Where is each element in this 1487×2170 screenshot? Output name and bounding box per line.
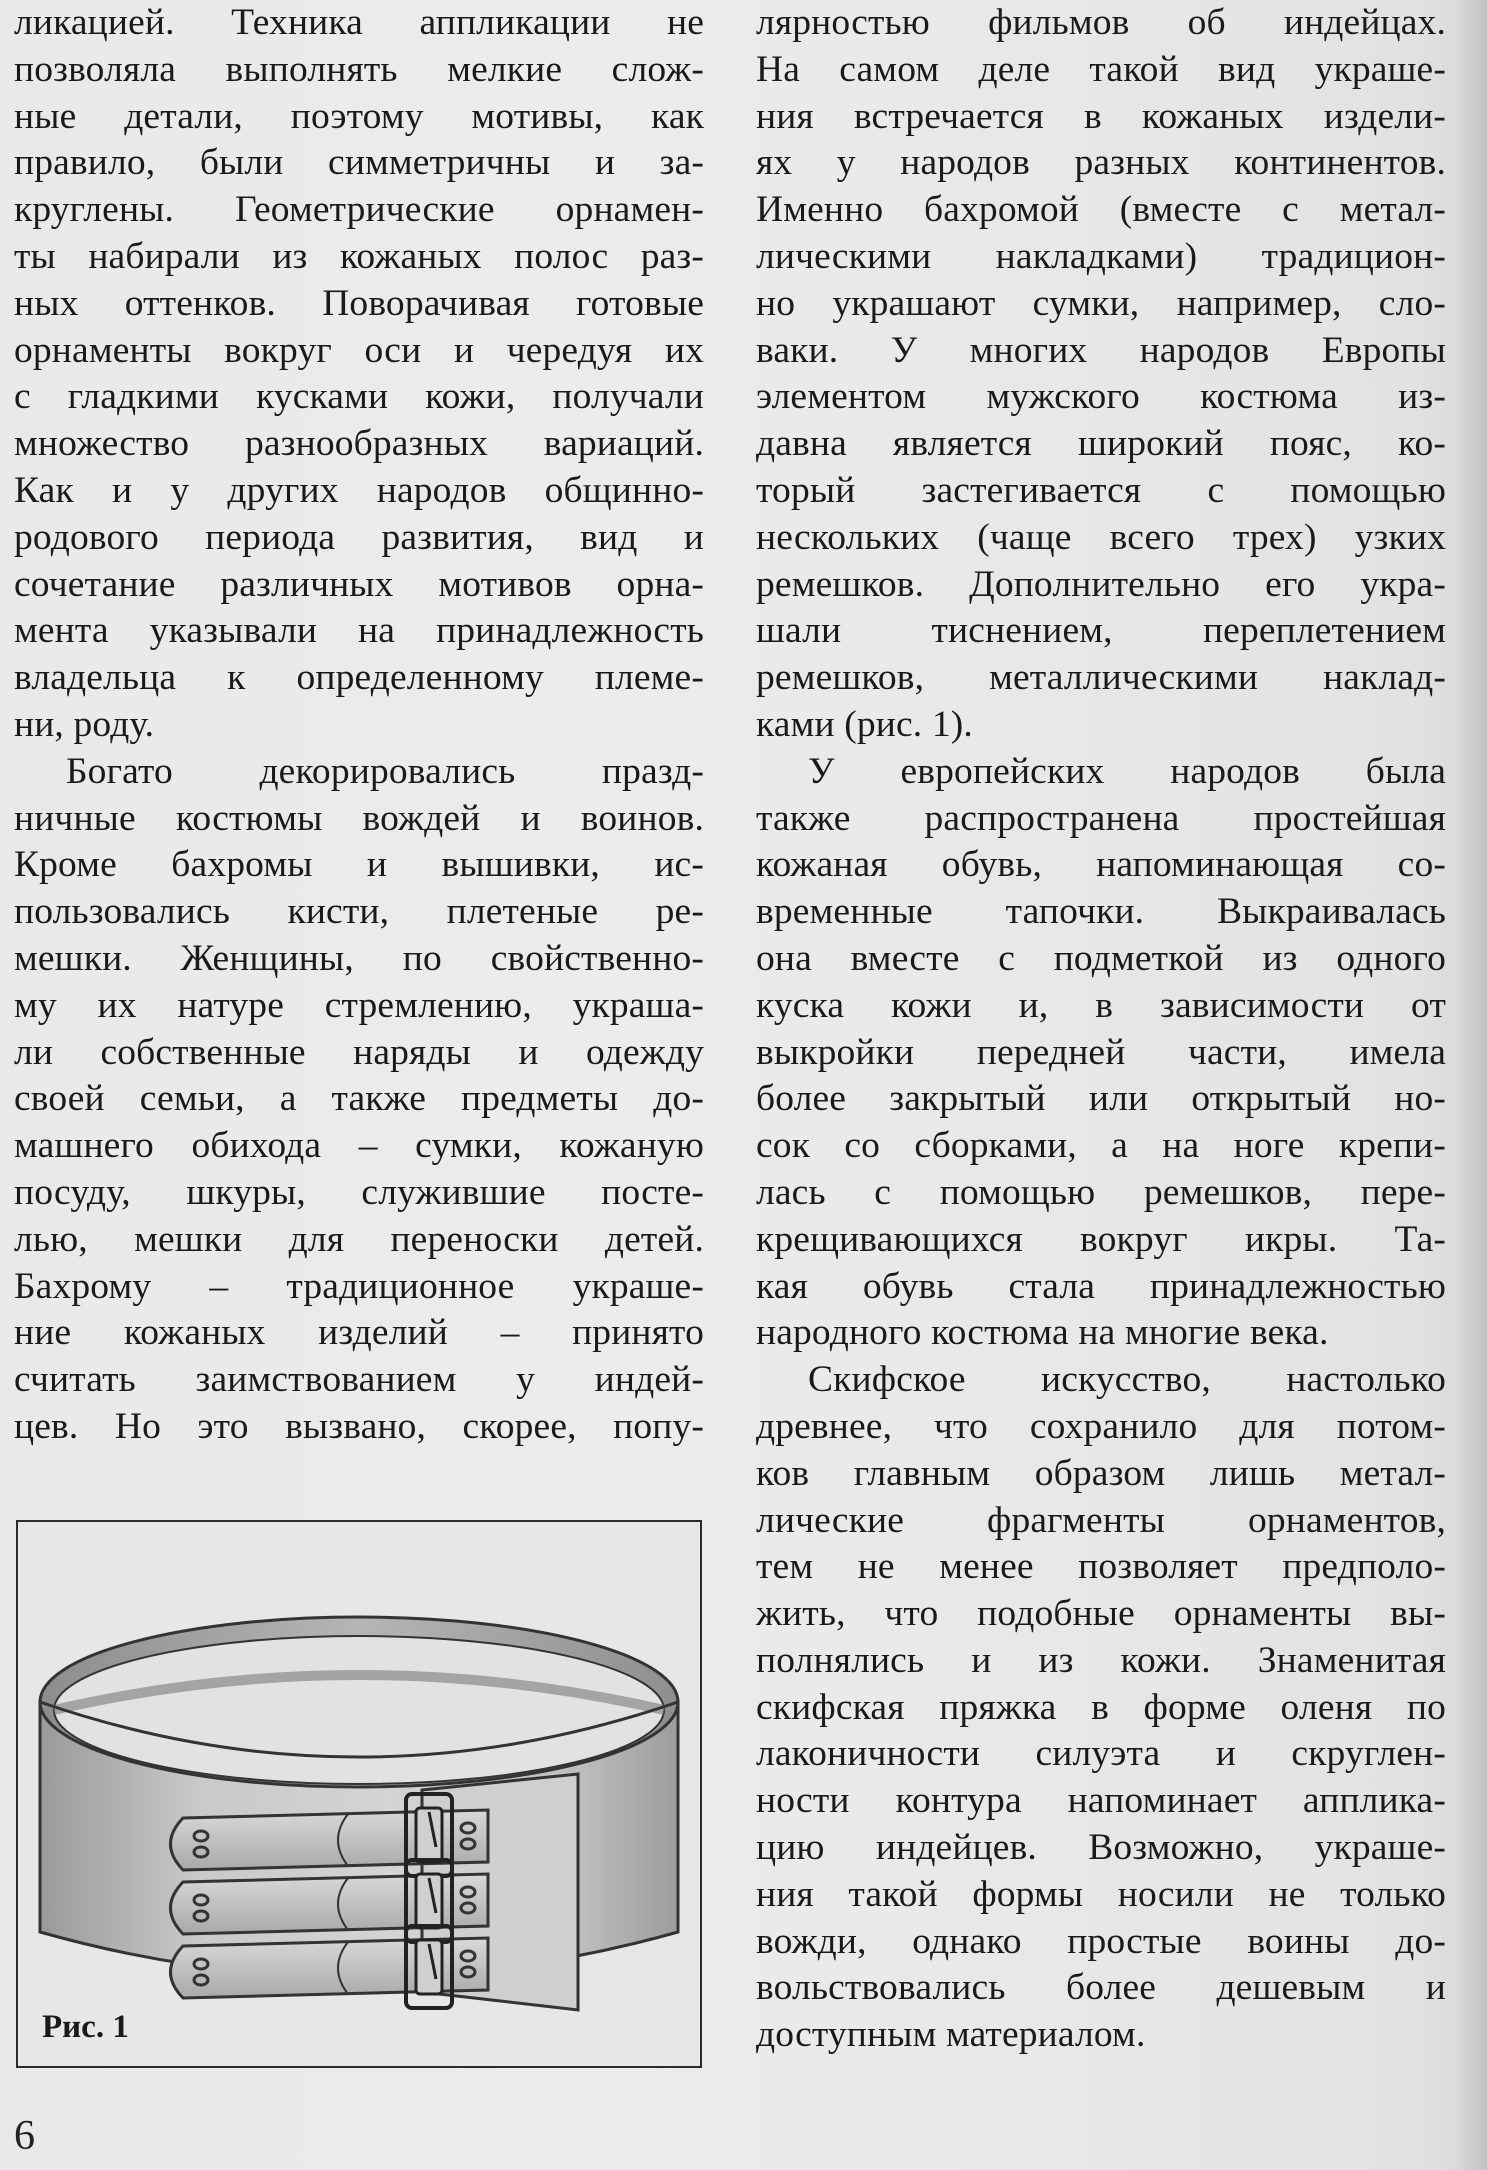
text-line: ков главным образом лишь метал- bbox=[756, 1452, 1446, 1494]
text-line: лась с помощью ремешков, пере- bbox=[756, 1171, 1446, 1213]
text-line: мента указывали на принадлежность bbox=[14, 610, 704, 652]
text-line: также распространена простейшая bbox=[756, 797, 1446, 839]
text-line: правило, были симметричны и за- bbox=[14, 142, 704, 184]
left-text-column bbox=[14, 0, 704, 1451]
text-line: лическими накладками) традицион- bbox=[756, 235, 1446, 277]
text-line: крещивающихся вокруг икры. Та- bbox=[756, 1218, 1446, 1260]
text-line: ни, роду. bbox=[14, 703, 155, 745]
text-line: Бахрому – традиционное украше- bbox=[14, 1265, 704, 1307]
text-line: Как и у других народов общинно- bbox=[14, 469, 704, 511]
text-line: более закрытый или открытый но- bbox=[756, 1078, 1446, 1120]
right-text-column bbox=[756, 0, 1446, 2059]
text-line: Скифское искусство, настолько bbox=[808, 1359, 1446, 1401]
text-line: ничные костюмы вождей и воинов. bbox=[14, 797, 704, 839]
text-line: На самом деле такой вид украше- bbox=[756, 48, 1446, 90]
text-line: ты набирали из кожаных полос раз- bbox=[14, 235, 704, 277]
text-line: временные тапочки. Выкраивалась bbox=[756, 891, 1446, 933]
text-line: считать заимствованием у индей- bbox=[14, 1359, 704, 1401]
binding-shadow bbox=[1457, 0, 1487, 2170]
belt-inner-opening bbox=[54, 1636, 664, 1784]
text-line: ваки. У многих народов Европы bbox=[756, 329, 1446, 371]
text-line: машнего обихода – сумки, кожаную bbox=[14, 1125, 704, 1167]
text-line: владельца к определенному племе- bbox=[14, 657, 704, 699]
text-line: вожди, однако простые воины до- bbox=[756, 1920, 1446, 1962]
text-line: лические фрагменты орнаментов, bbox=[756, 1499, 1446, 1541]
belt-illustration bbox=[18, 1522, 704, 2070]
text-line: позволяла выполнять мелкие слож- bbox=[14, 48, 704, 90]
text-line: Кроме бахромы и вышивки, ис- bbox=[14, 844, 704, 886]
text-line: Богато декорировались празд- bbox=[66, 750, 704, 792]
text-line: полнялись и из кожи. Знаменитая bbox=[756, 1639, 1446, 1681]
text-line: ния такой формы носили не только bbox=[756, 1873, 1446, 1915]
text-line: посуду, шкуры, служившие посте- bbox=[14, 1171, 704, 1213]
figure-belt-illustration bbox=[16, 1520, 702, 2068]
text-line: сок со сборками, а на ноге крепи- bbox=[756, 1125, 1446, 1167]
text-line: мешки. Женщины, по свойственно- bbox=[14, 937, 704, 979]
text-line: ных оттенков. Поворачивая готовые bbox=[14, 282, 704, 324]
text-line: куска кожи и, в зависимости от bbox=[756, 984, 1446, 1026]
text-line: У европейских народов была bbox=[808, 750, 1446, 792]
text-line: ние кожаных изделий – принято bbox=[14, 1312, 704, 1354]
text-line: ками (рис. 1). bbox=[756, 703, 973, 745]
text-line: родового периода развития, вид и bbox=[14, 516, 704, 558]
text-line: давна является широкий пояс, ко- bbox=[756, 423, 1446, 465]
text-line: ности контура напоминает апплика- bbox=[756, 1780, 1446, 1822]
text-line: ремешков. Дополнительно его укра- bbox=[756, 563, 1446, 605]
text-line: кая обувь стала принадлежностью bbox=[756, 1265, 1446, 1307]
text-line: Именно бахромой (вместе с метал- bbox=[756, 189, 1446, 231]
text-line: пользовались кисти, плетеные ре- bbox=[14, 891, 704, 933]
text-line: народного костюма на многие века. bbox=[756, 1312, 1329, 1354]
text-line: торый застегивается с помощью bbox=[756, 469, 1446, 511]
text-line: ликацией. Техника аппликации не bbox=[14, 2, 704, 43]
text-line: жить, что подобные орнаменты вы- bbox=[756, 1593, 1446, 1635]
text-line: ли собственные наряды и одежду bbox=[14, 1031, 704, 1073]
text-line: она вместе с подметкой из одного bbox=[756, 937, 1446, 979]
text-line: нескольких (чаще всего трех) узких bbox=[756, 516, 1446, 558]
text-line: лярностью фильмов об индейцах. bbox=[756, 2, 1446, 43]
text-line: но украшают сумки, например, сло- bbox=[756, 282, 1446, 324]
text-line: элементом мужского костюма из- bbox=[756, 376, 1446, 418]
page-number: 6 bbox=[14, 2113, 35, 2159]
text-line: цев. Но это вызвано, скорее, попу- bbox=[14, 1405, 704, 1447]
text-line: вольствовались более дешевым и bbox=[756, 1967, 1446, 2009]
text-line: ремешков, металлическими наклад- bbox=[756, 657, 1446, 699]
text-line: кожаная обувь, напоминающая со- bbox=[756, 844, 1446, 886]
text-line: доступным материалом. bbox=[756, 2014, 1146, 2056]
text-line: выкройки передней части, имела bbox=[756, 1031, 1446, 1073]
text-line: ния встречается в кожаных издели- bbox=[756, 95, 1446, 137]
text-line: с гладкими кусками кожи, получали bbox=[14, 376, 704, 418]
text-line: шали тиснением, переплетением bbox=[756, 610, 1446, 652]
text-line: му их натуре стремлению, украша- bbox=[14, 984, 704, 1026]
text-line: круглены. Геометрические орнамен- bbox=[14, 189, 704, 231]
text-line: множество разнообразных вариаций. bbox=[14, 423, 704, 465]
text-line: лью, мешки для переноски детей. bbox=[14, 1218, 704, 1260]
text-line: орнаменты вокруг оси и чередуя их bbox=[14, 329, 704, 371]
text-line: сочетание различных мотивов орна- bbox=[14, 563, 704, 605]
text-line: тем не менее позволяет предполо- bbox=[756, 1546, 1446, 1588]
text-line: своей семьи, а также предметы до- bbox=[14, 1078, 704, 1120]
text-line: скифская пряжка в форме оленя по bbox=[756, 1686, 1446, 1728]
text-line: древнее, что сохранило для потом- bbox=[756, 1405, 1446, 1447]
text-line: лаконичности силуэта и скруглен- bbox=[756, 1733, 1446, 1775]
text-line: ные детали, поэтому мотивы, как bbox=[14, 95, 704, 137]
figure-caption: Рис. 1 bbox=[42, 2009, 129, 2045]
text-line: ях у народов разных континентов. bbox=[756, 142, 1446, 184]
text-line: цию индейцев. Возможно, украше- bbox=[756, 1827, 1446, 1869]
